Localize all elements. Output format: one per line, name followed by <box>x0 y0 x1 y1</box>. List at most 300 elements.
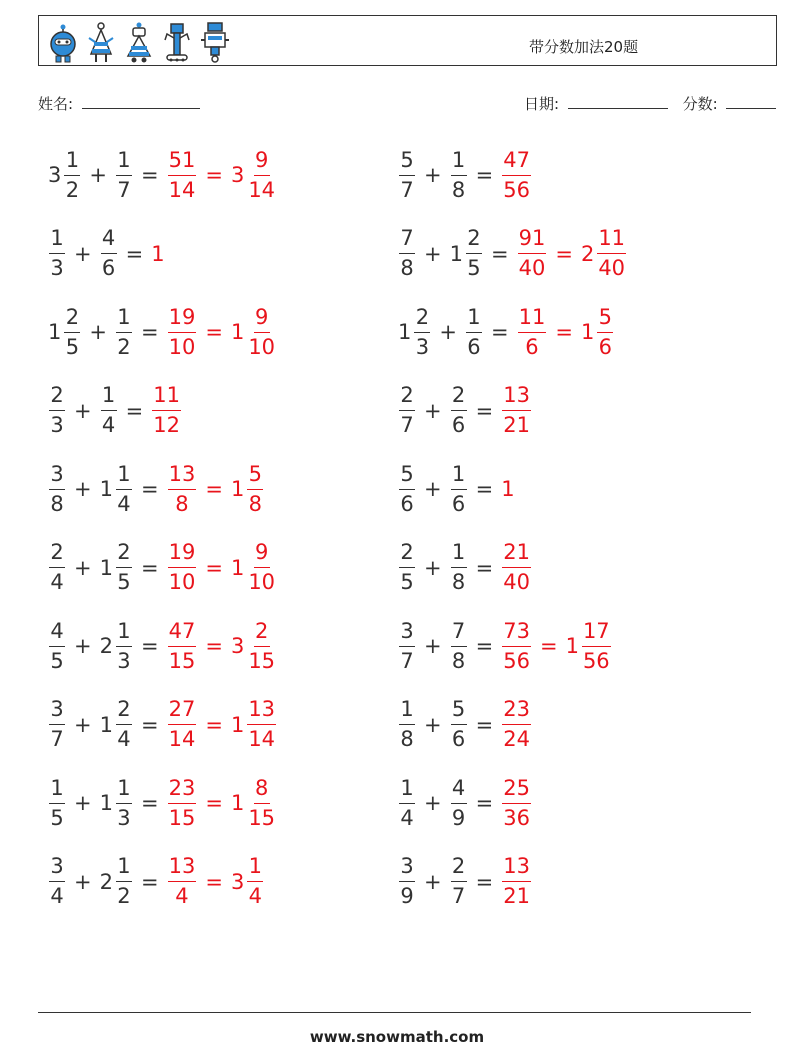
mixed-number <box>398 228 416 279</box>
robot-dress-icon <box>123 20 155 64</box>
equals-sign: = <box>475 791 494 815</box>
problem-item <box>48 768 277 838</box>
fraction <box>116 147 132 202</box>
denominator: 40 <box>598 256 626 280</box>
whole-part: 2 <box>580 241 595 266</box>
problem-item <box>48 140 277 210</box>
fraction <box>518 304 547 359</box>
robot-antenna-icon <box>161 20 193 64</box>
denominator: 6 <box>451 491 466 516</box>
denominator: 2 <box>117 884 131 908</box>
equals-sign: = <box>490 320 509 344</box>
whole-part: 3 <box>48 163 62 187</box>
numerator: 4 <box>49 621 65 647</box>
denominator: 56 <box>582 648 610 673</box>
mixed-number <box>501 775 532 830</box>
denominator: 4 <box>175 884 189 908</box>
problem-item <box>48 219 167 289</box>
numerator: 3 <box>49 464 65 490</box>
whole-part: 1 <box>580 320 595 344</box>
whole-part: 1 <box>501 477 515 501</box>
fraction <box>451 856 467 907</box>
denominator: 3 <box>415 334 430 359</box>
denominator: 6 <box>101 256 116 280</box>
fraction <box>247 699 276 750</box>
fraction <box>451 542 467 593</box>
equals-sign: = <box>140 869 159 894</box>
denominator: 2 <box>65 177 80 202</box>
mixed-number <box>100 699 133 750</box>
fraction <box>49 856 65 907</box>
fraction <box>399 775 415 830</box>
plus-sign: + <box>74 712 92 737</box>
answer <box>517 228 627 279</box>
numerator: 2 <box>254 621 270 647</box>
answer <box>167 542 277 593</box>
denominator: 8 <box>175 491 189 516</box>
answer-equals-sign: = <box>205 634 223 658</box>
denominator: 14 <box>248 177 276 202</box>
mixed-number <box>167 775 198 830</box>
mixed-number <box>99 775 133 830</box>
denominator: 14 <box>168 177 196 202</box>
plus-sign: + <box>424 634 442 658</box>
numerator: 11 <box>152 385 181 411</box>
fraction <box>451 775 467 830</box>
plus-sign: + <box>74 477 92 501</box>
numerator: 4 <box>101 228 117 254</box>
mixed-number <box>501 699 532 750</box>
answer <box>501 147 532 202</box>
fraction <box>399 856 415 907</box>
mixed-number <box>398 304 431 359</box>
robot-cone-icon <box>85 20 117 64</box>
mixed-number <box>450 385 468 436</box>
numerator: 1 <box>116 150 132 176</box>
answer-equals-sign: = <box>555 241 573 266</box>
numerator: 9 <box>254 307 270 333</box>
numerator: 3 <box>399 621 415 647</box>
numerator: 25 <box>502 778 531 804</box>
fraction <box>116 542 132 593</box>
fraction <box>399 461 415 516</box>
fraction <box>502 775 531 830</box>
mixed-number <box>167 618 198 673</box>
numerator: 47 <box>502 150 531 176</box>
fraction <box>399 228 415 279</box>
robot-boxhead-icon <box>199 20 231 64</box>
fraction <box>466 228 482 279</box>
mixed-number <box>230 147 277 202</box>
whole-part: 1 <box>398 320 412 344</box>
answer <box>167 856 265 907</box>
fraction <box>116 775 132 830</box>
fraction <box>502 618 531 673</box>
numerator: 21 <box>502 542 531 568</box>
answer <box>167 699 277 750</box>
numerator: 73 <box>502 621 531 647</box>
answer-equals-sign: = <box>205 791 223 815</box>
denominator: 6 <box>451 727 466 751</box>
fraction <box>451 385 467 436</box>
fraction <box>64 304 80 359</box>
numerator: 2 <box>466 228 482 254</box>
numerator: 5 <box>399 464 415 490</box>
equals-sign: = <box>125 241 144 266</box>
denominator: 10 <box>248 334 276 359</box>
numerator: 1 <box>116 621 132 647</box>
numerator: 7 <box>451 621 467 647</box>
answer <box>151 242 166 266</box>
fraction <box>502 147 531 202</box>
answer <box>167 618 277 673</box>
numerator: 1 <box>49 228 65 254</box>
fraction <box>168 147 197 202</box>
equals-sign: = <box>490 241 509 266</box>
problem-item <box>48 297 277 367</box>
denominator: 40 <box>518 256 546 280</box>
mixed-number <box>48 542 66 593</box>
fraction <box>168 542 197 593</box>
numerator: 2 <box>451 856 467 882</box>
numerator: 1 <box>399 699 415 725</box>
mixed-number <box>501 385 532 436</box>
worksheet-title: 带分数加法20题 <box>529 38 639 56</box>
plus-sign: + <box>74 791 92 815</box>
fraction <box>116 856 132 907</box>
fraction <box>101 228 117 279</box>
denominator: 6 <box>400 491 414 516</box>
fraction <box>399 385 415 436</box>
denominator: 21 <box>503 884 530 908</box>
whole-part: 3 <box>230 634 245 658</box>
denominator: 8 <box>400 256 414 280</box>
denominator: 9 <box>400 884 414 908</box>
fraction <box>399 542 415 593</box>
equals-sign: = <box>125 398 144 423</box>
date-blank[interactable] <box>568 94 668 109</box>
numerator: 3 <box>49 699 65 725</box>
answer <box>167 775 277 830</box>
numerator: 13 <box>168 856 197 882</box>
equals-sign: = <box>475 477 494 501</box>
equals-sign: = <box>140 320 159 344</box>
denominator: 3 <box>117 805 131 830</box>
fraction <box>168 699 197 750</box>
problem-item <box>48 690 277 760</box>
answer <box>501 699 532 750</box>
equals-sign: = <box>475 869 494 894</box>
answer-equals-sign: = <box>205 477 223 501</box>
numerator: 2 <box>49 542 65 568</box>
mixed-number <box>48 228 66 279</box>
whole-part: 1 <box>99 791 113 815</box>
mixed-number <box>167 304 198 359</box>
mixed-number <box>167 542 198 593</box>
fraction <box>451 618 467 673</box>
numerator: 1 <box>116 464 132 490</box>
whole-part: 2 <box>99 869 113 894</box>
name-field <box>38 93 200 114</box>
denominator: 4 <box>117 491 131 516</box>
fraction <box>247 304 276 359</box>
plus-sign: + <box>89 163 107 187</box>
fraction <box>247 542 276 593</box>
numerator: 23 <box>168 778 197 804</box>
equals-sign: = <box>475 398 494 423</box>
denominator: 4 <box>117 727 131 751</box>
mixed-number <box>398 775 416 830</box>
mixed-number <box>99 461 133 516</box>
fraction <box>247 856 263 907</box>
numerator: 1 <box>451 542 467 568</box>
fraction <box>451 699 467 750</box>
fraction <box>101 385 117 436</box>
fraction <box>466 304 482 359</box>
fraction <box>247 618 276 673</box>
answer <box>501 385 532 436</box>
fraction <box>168 461 197 516</box>
numerator: 1 <box>64 150 80 176</box>
numerator: 1 <box>247 856 263 882</box>
denominator: 15 <box>248 648 276 673</box>
numerator: 91 <box>518 228 547 254</box>
plus-sign: + <box>424 869 442 894</box>
answer-equals-sign: = <box>205 320 223 344</box>
numerator: 2 <box>399 385 415 411</box>
problem-item <box>398 140 532 210</box>
plus-sign: + <box>424 555 442 580</box>
mixed-number <box>398 385 416 436</box>
denominator: 15 <box>248 805 276 830</box>
date-score-fields <box>524 93 776 114</box>
fraction <box>399 699 415 750</box>
mixed-number <box>48 461 66 516</box>
whole-part: 1 <box>565 634 579 658</box>
plus-sign: + <box>74 634 92 658</box>
answer <box>501 618 611 673</box>
answer <box>501 477 516 501</box>
denominator: 56 <box>503 648 530 673</box>
fraction <box>502 385 531 436</box>
answer <box>501 775 532 830</box>
answer-equals-sign: = <box>205 555 223 580</box>
denominator: 8 <box>451 648 466 673</box>
mixed-number <box>48 304 81 359</box>
problem-item <box>398 847 532 917</box>
fraction <box>597 228 626 279</box>
mixed-number <box>398 147 416 202</box>
problem-item <box>398 376 532 446</box>
denominator: 6 <box>525 334 539 359</box>
numerator: 3 <box>399 856 415 882</box>
answer <box>501 542 532 593</box>
denominator: 6 <box>598 334 612 359</box>
mixed-number <box>167 699 198 750</box>
whole-part: 1 <box>230 791 245 815</box>
numerator: 2 <box>49 385 65 411</box>
problem-item <box>48 454 264 524</box>
mixed-number <box>501 618 532 673</box>
mixed-number <box>501 856 532 907</box>
fraction <box>49 385 65 436</box>
mixed-number <box>465 304 483 359</box>
fraction <box>168 775 197 830</box>
mixed-number <box>398 699 416 750</box>
numerator: 1 <box>101 385 117 411</box>
fraction <box>49 775 65 830</box>
mixed-number <box>230 775 277 830</box>
numerator: 1 <box>399 778 415 804</box>
denominator: 5 <box>400 570 414 594</box>
denominator: 40 <box>503 570 530 594</box>
mixed-number <box>230 304 277 359</box>
numerator: 4 <box>451 778 467 804</box>
problem-item <box>398 611 612 681</box>
denominator: 4 <box>101 413 116 437</box>
whole-part: 1 <box>99 477 113 501</box>
fraction <box>247 461 263 516</box>
equals-sign: = <box>140 163 159 187</box>
equals-sign: = <box>475 634 494 658</box>
mixed-number <box>565 618 612 673</box>
numerator: 1 <box>49 778 65 804</box>
denominator: 8 <box>451 177 466 202</box>
denominator: 21 <box>503 413 530 437</box>
mixed-number <box>231 699 277 750</box>
problem-item <box>398 454 517 524</box>
equals-sign: = <box>475 163 494 187</box>
whole-part: 1 <box>48 320 62 344</box>
mixed-number <box>48 856 66 907</box>
mixed-number <box>115 147 133 202</box>
numerator: 2 <box>64 307 80 333</box>
fraction <box>49 228 65 279</box>
whole-part: 1 <box>99 712 113 737</box>
footer-url: www.snowmath.com <box>309 1028 485 1046</box>
denominator: 7 <box>400 413 414 437</box>
numerator: 2 <box>414 307 430 333</box>
fraction <box>399 147 415 202</box>
fraction <box>116 461 132 516</box>
mixed-number <box>151 385 182 436</box>
problem-item <box>48 376 182 446</box>
denominator: 12 <box>153 413 180 437</box>
mixed-number <box>581 228 627 279</box>
score-blank[interactable] <box>726 94 776 109</box>
denominator: 5 <box>65 334 80 359</box>
equals-sign: = <box>140 791 159 815</box>
problem-item <box>48 611 277 681</box>
name-label: 姓名: <box>38 95 74 113</box>
mixed-number <box>115 304 133 359</box>
problem-item <box>398 219 627 289</box>
whole-part: 1 <box>230 555 245 580</box>
numerator: 51 <box>168 150 197 176</box>
mixed-number <box>501 147 532 202</box>
denominator: 56 <box>503 177 530 202</box>
mixed-number <box>231 542 277 593</box>
mixed-number <box>517 304 548 359</box>
denominator: 5 <box>50 805 64 830</box>
problem-item <box>398 533 532 603</box>
mixed-number <box>450 618 468 673</box>
fraction <box>451 461 467 516</box>
fraction <box>582 618 611 673</box>
denominator: 8 <box>400 727 414 751</box>
mixed-number <box>450 775 468 830</box>
equals-sign: = <box>140 634 159 658</box>
numerator: 7 <box>399 228 415 254</box>
mixed-number <box>100 856 133 907</box>
mixed-number <box>231 856 264 907</box>
numerator: 2 <box>451 385 467 411</box>
numerator: 5 <box>399 150 415 176</box>
fraction <box>64 147 80 202</box>
mixed-number <box>398 461 416 516</box>
fraction <box>502 542 531 593</box>
whole-part: 3 <box>230 869 245 894</box>
numerator: 1 <box>466 307 482 333</box>
answer-equals-sign: = <box>205 712 223 737</box>
fraction <box>168 304 197 359</box>
plus-sign: + <box>424 477 442 501</box>
denominator: 36 <box>503 805 530 830</box>
plus-sign: + <box>424 791 442 815</box>
plus-sign: + <box>424 163 442 187</box>
mixed-number <box>398 856 416 907</box>
answer-equals-sign: = <box>205 163 223 187</box>
plus-sign: + <box>74 869 92 894</box>
denominator: 5 <box>117 570 131 594</box>
mixed-number <box>580 304 614 359</box>
denominator: 4 <box>248 884 262 908</box>
footer-divider <box>38 1012 751 1013</box>
numerator: 2 <box>116 542 132 568</box>
numerator: 13 <box>168 464 197 490</box>
denominator: 7 <box>117 177 131 202</box>
numerator: 3 <box>49 856 65 882</box>
denominator: 24 <box>503 727 530 751</box>
fraction <box>116 699 132 750</box>
problem-item <box>398 297 614 367</box>
plus-sign: + <box>89 320 107 344</box>
robot-icon-row <box>47 20 231 64</box>
worksheet-header <box>38 15 777 66</box>
numerator: 9 <box>254 150 270 176</box>
whole-part: 1 <box>151 241 165 266</box>
answer-equals-sign: = <box>205 869 223 894</box>
fraction <box>399 618 415 673</box>
numerator: 11 <box>597 228 626 254</box>
mixed-number <box>450 699 468 750</box>
problem-item <box>48 847 264 917</box>
mixed-number <box>501 542 532 593</box>
numerator: 23 <box>502 699 531 725</box>
denominator: 7 <box>400 648 414 673</box>
score-label: 分数: <box>682 95 718 113</box>
fraction <box>247 147 276 202</box>
mixed-number <box>230 461 264 516</box>
numerator: 5 <box>451 699 467 725</box>
mixed-number <box>501 477 516 501</box>
denominator: 2 <box>117 334 131 359</box>
denominator: 8 <box>451 570 466 594</box>
name-blank[interactable] <box>82 94 200 109</box>
mixed-number <box>450 856 468 907</box>
denominator: 7 <box>400 177 414 202</box>
plus-sign: + <box>74 555 92 580</box>
